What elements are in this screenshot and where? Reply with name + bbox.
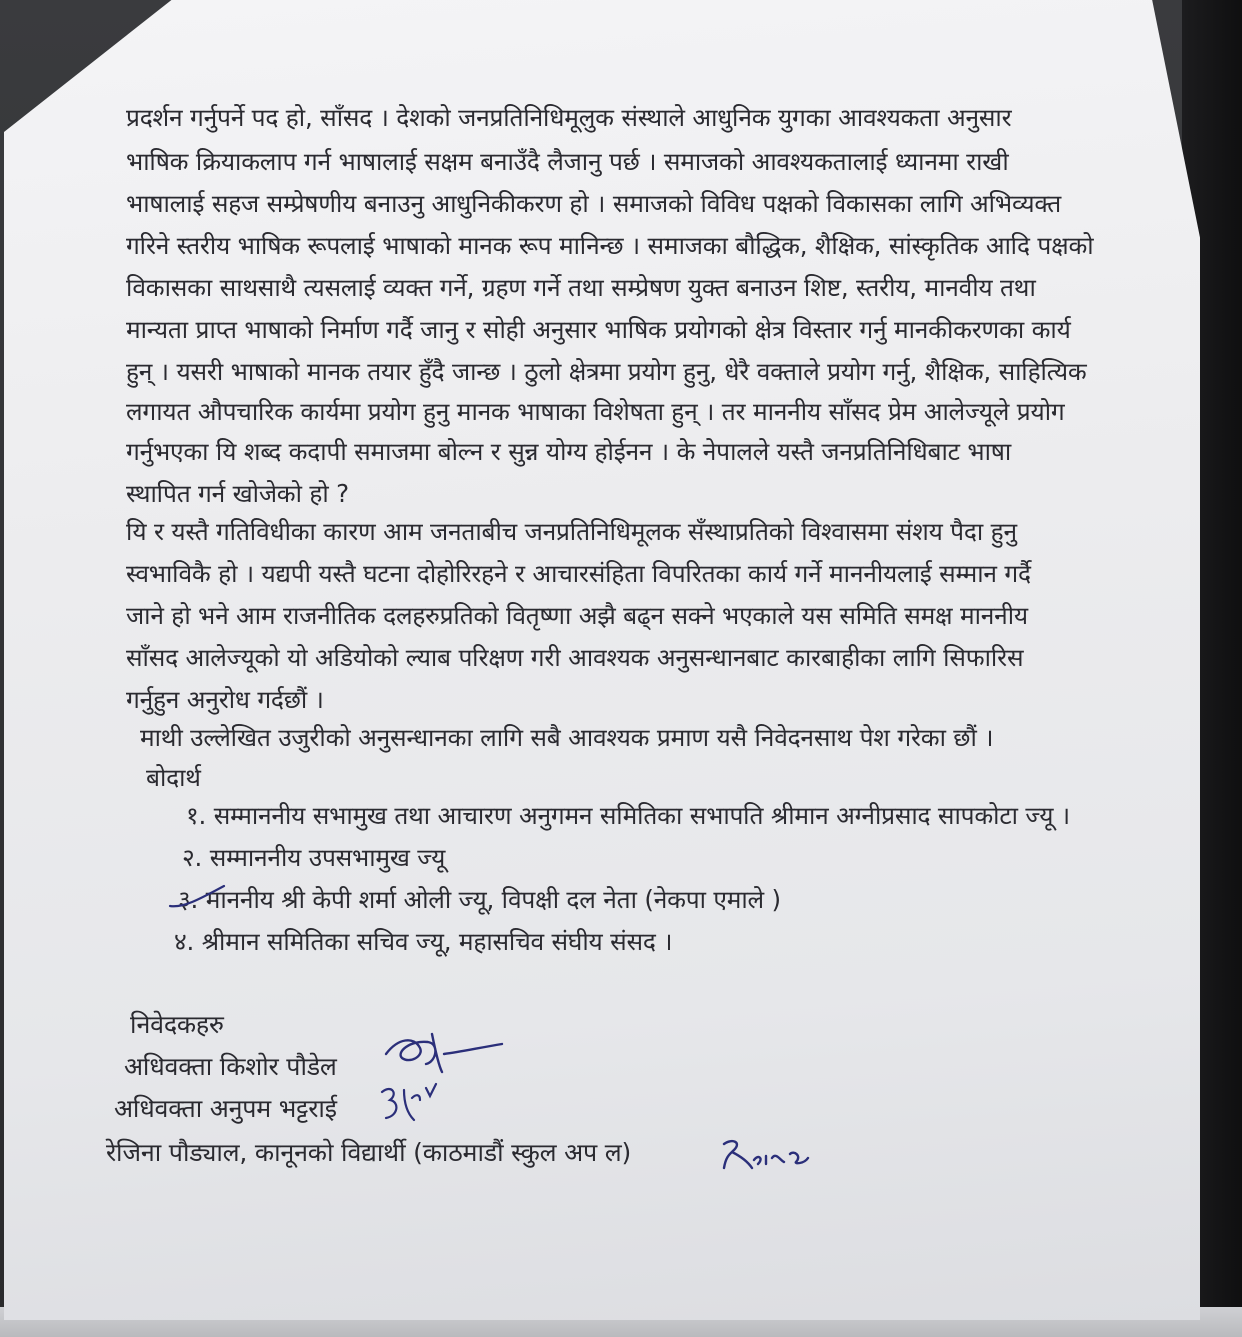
recipient-item: १. सम्माननीय सभामुख तथा आचारण अनुगमन समितिका सभापति श्रीमान अग्नीप्रसाद सापकोटा ज्यू ।: [186, 801, 1070, 830]
signature-anupam: [376, 1080, 440, 1130]
pen-stroke-mark: [168, 882, 228, 912]
body-line: प्रदर्शन गर्नुपर्ने पद हो, साँसद । देशको जनप्रतिनिधिमूलुक संस्थाले आधुनिक युगका आवश्यकता अनुसार: [126, 103, 1012, 132]
applicants-heading: निवेदकहरु: [130, 1010, 224, 1039]
paper-fold: [0, 0, 58, 114]
body-line: साँसद आलेज्यूको यो अडियोको ल्याब परिक्षण गरी आवश्यक अनुसन्धानबाट कारबाहीका लागि सिफारिस: [126, 643, 1024, 672]
recipient-item: ४. श्रीमान समितिका सचिव ज्यू, महासचिव संघीय संसद ।: [174, 927, 673, 956]
subject-label: बोदार्थ: [146, 763, 201, 792]
body-line: भाषिक क्रियाकलाप गर्न भाषालाई सक्षम बनाउँदै लैजानु पर्छ । समाजको आवश्यकतालाई ध्यानमा राखी: [126, 147, 1009, 176]
signature-kishor: [380, 1024, 510, 1080]
body-line: स्थापित गर्न खोजेको हो ?: [126, 479, 349, 508]
body-line: स्वभाविकै हो । यद्यपी यस्तै घटना दोहोरिरहने र आचारसंहिता विपरितका कार्य गर्ने माननीयलाई सम्मान गर्दै: [126, 559, 1031, 588]
recipient-item: २. सम्माननीय उपसभामुख ज्यू: [182, 843, 446, 872]
body-line: जाने हो भने आम राजनीतिक दलहरुप्रतिको वितृष्णा अझै बढ्न सक्ने भएकाले यस समिति समक्ष माननीय: [126, 601, 1028, 630]
body-line: हुन् । यसरी भाषाको मानक तयार हुँदै जान्छ । ठुलो क्षेत्रमा प्रयोग हुनु, धेरै वक्ताले प्रयोग गर्नु, शैक्षिक, साहित्यिक: [126, 357, 1087, 386]
signature-regina: [718, 1134, 814, 1174]
applicant-name: अधिवक्ता किशोर पौडेल: [124, 1052, 337, 1081]
applicant-name: अधिवक्ता अनुपम भट्टराई: [114, 1094, 337, 1123]
body-line: माथी उल्लेखित उजुरीको अनुसन्धानका लागि सबै आवश्यक प्रमाण यसै निवेदनसाथ पेश गरेका छौं ।: [140, 723, 994, 752]
body-line: यि र यस्तै गतिविधीका कारण आम जनताबीच जनप्रतिनिधिमूलक सँस्थाप्रतिको विश्वासमा संशय पैदा हुनु: [126, 517, 1017, 546]
body-line: भाषालाई सहज सम्प्रेषणीय बनाउनु आधुनिकीकरण हो । समाजको विविध पक्षको विकासका लागि अभिव्यक्त: [126, 189, 1062, 218]
body-line: गर्नुहुन अनुरोध गर्दछौं ।: [126, 685, 324, 714]
body-line: विकासका साथसाथै त्यसलाई व्यक्त गर्ने, ग्रहण गर्ने तथा सम्प्रेषण युक्त बनाउन शिष्ट, स्तरीय, मानवीय तथा: [126, 273, 1036, 302]
body-line: गर्नुभएका यि शब्द कदापी समाजमा बोल्न र सुन्न योग्य होईनन । के नेपालले यस्तै जनप्रतिनिधिबाट भाषा: [126, 437, 1012, 466]
applicant-name: रेजिना पौड्याल, कानूनको विद्यार्थी (काठमाडौं स्कुल अप ल): [106, 1138, 632, 1167]
body-line: गरिने स्तरीय भाषिक रूपलाई भाषाको मानक रूप मानिन्छ । समाजका बौद्धिक, शैक्षिक, सांस्कृतिक आदि पक्षको: [126, 231, 1094, 260]
recipient-item: ३. माननीय श्री केपी शर्मा ओली ज्यू, विपक्षी दल नेता (नेकपा एमाले ): [178, 885, 781, 914]
body-line: लगायत औपचारिक कार्यमा प्रयोग हुनु मानक भाषाका विशेषता हुन् । तर माननीय साँसद प्रेम आलेज्यूले प्रयोग: [126, 397, 1065, 426]
body-line: मान्यता प्राप्त भाषाको निर्माण गर्दै जानु र सोही अनुसार भाषिक प्रयोगको क्षेत्र विस्तार गर्नु मानकीकरणका कार्य: [126, 315, 1071, 344]
